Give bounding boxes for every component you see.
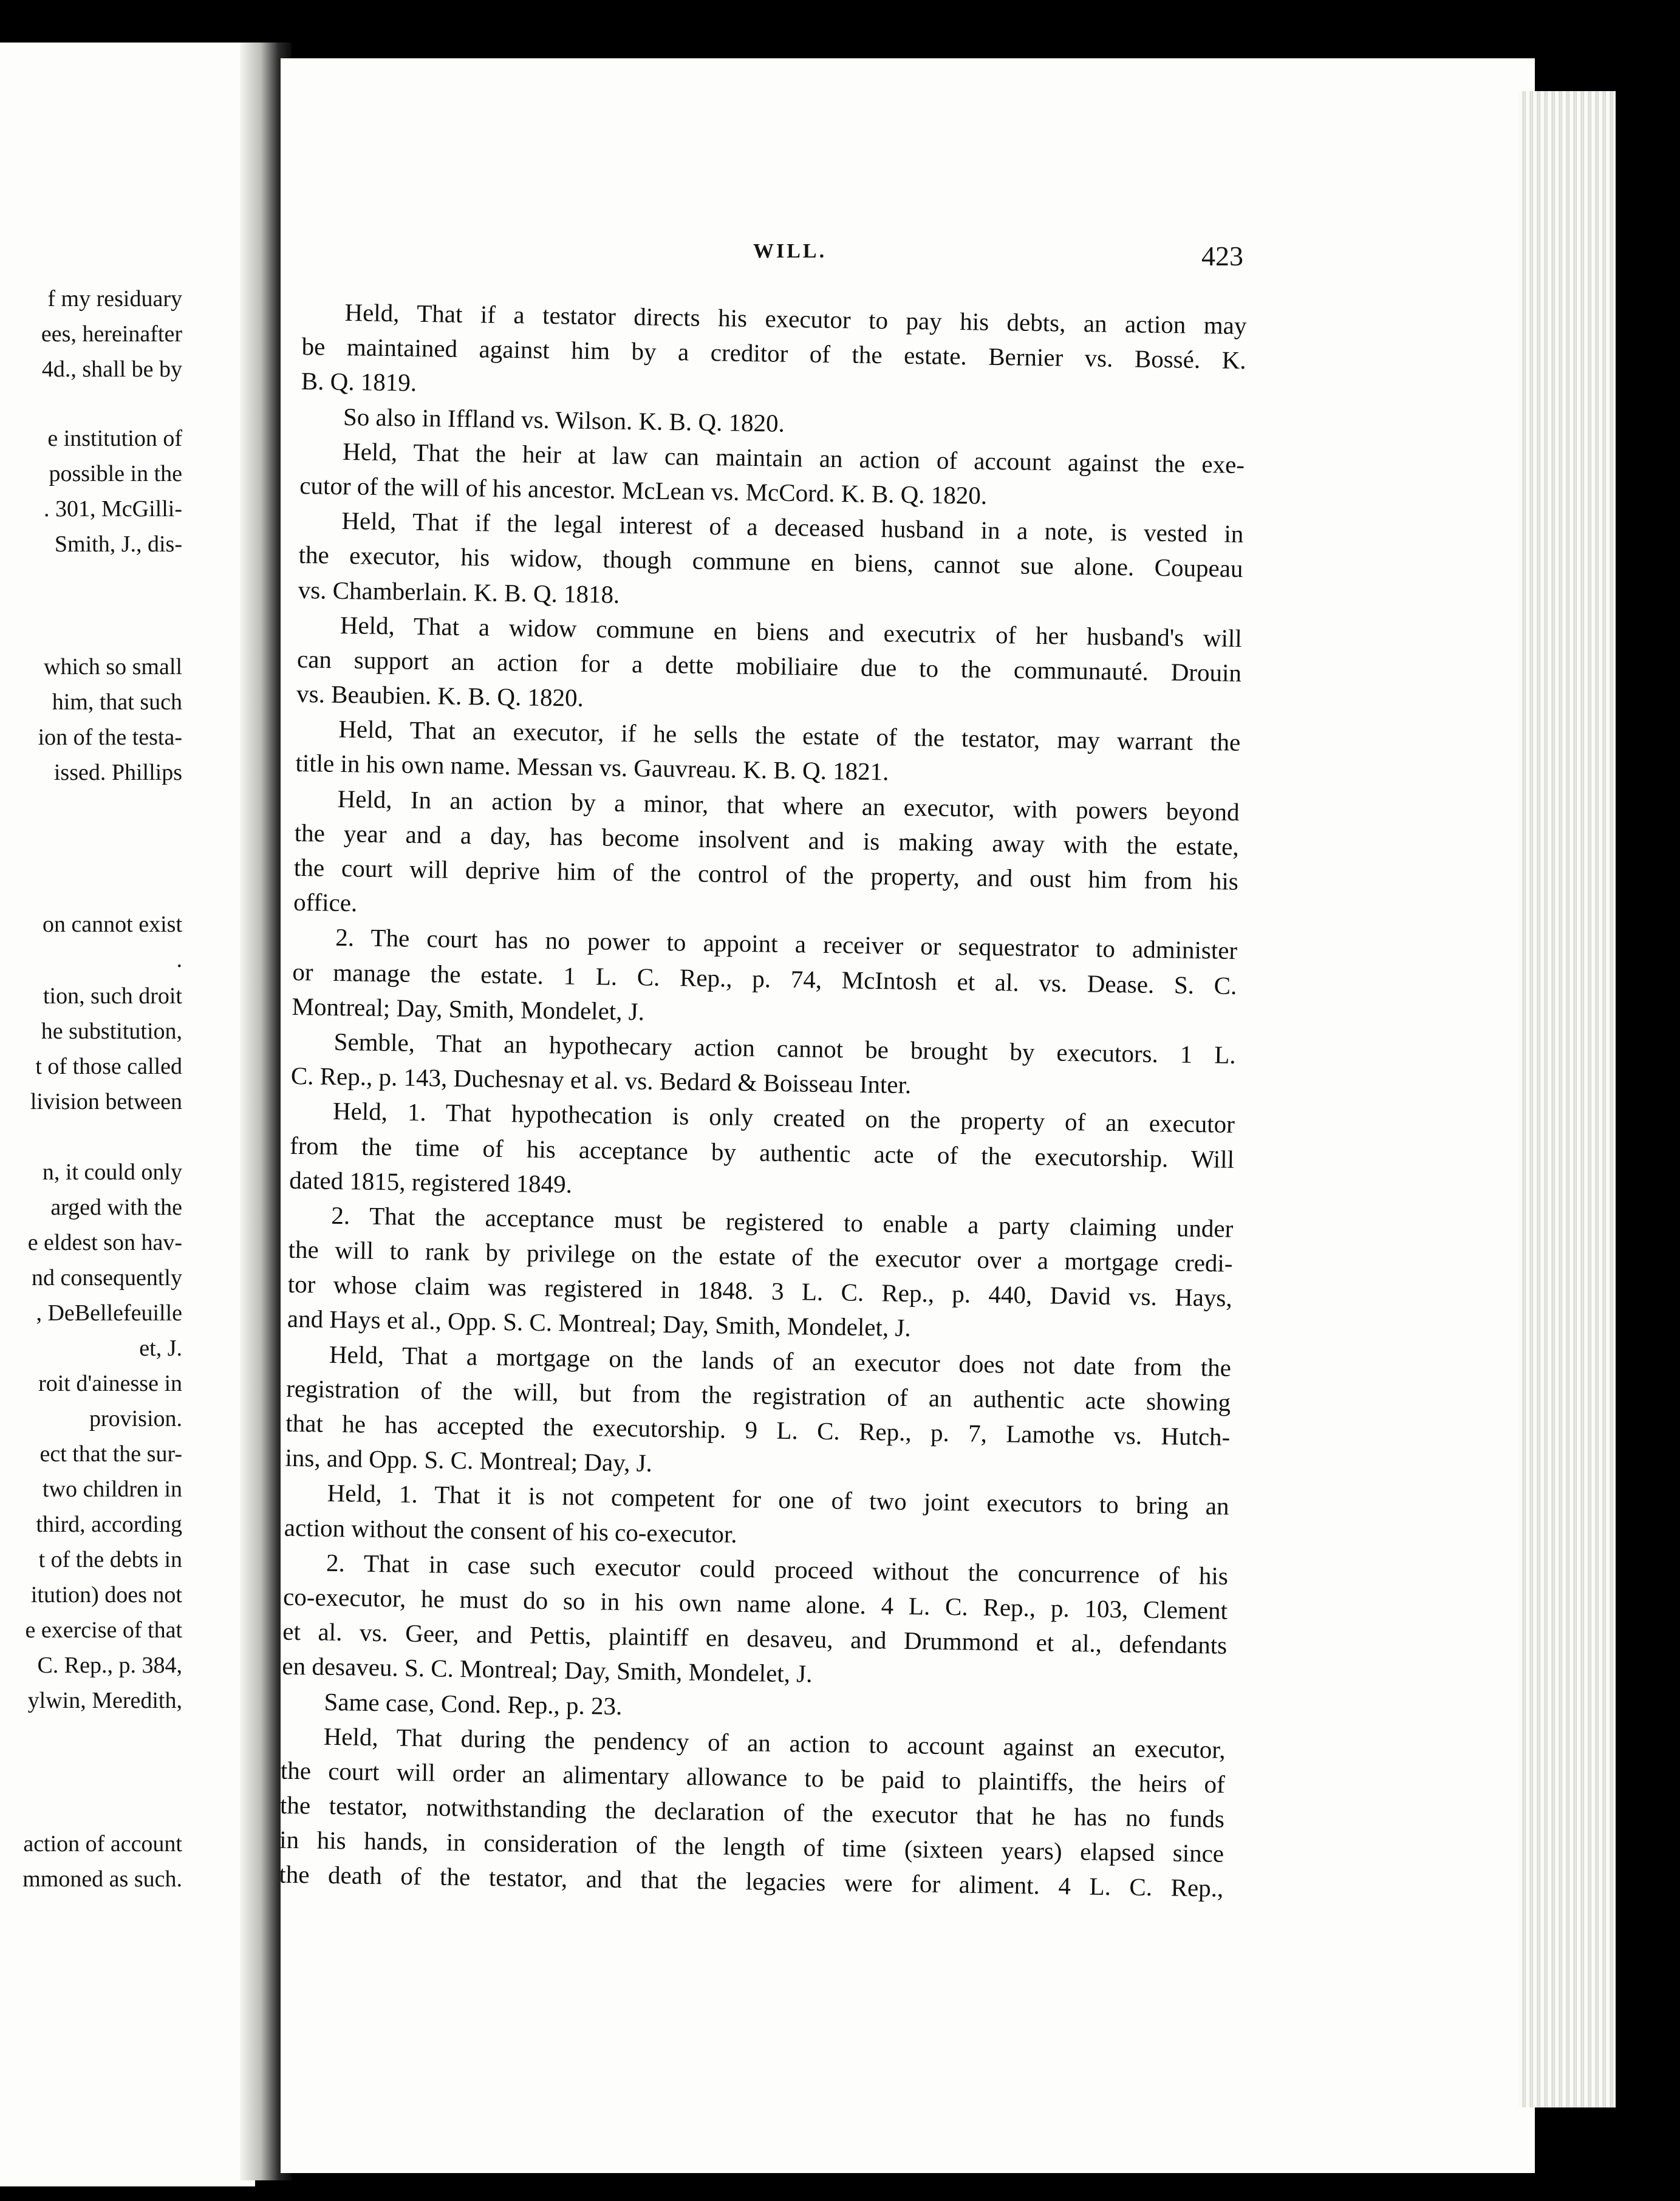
left-page-line: possible in the	[49, 461, 182, 486]
text-line: en desaveu. S. C. Montreal; Day, Smith, Mondelet, J.	[282, 1652, 813, 1688]
left-page-line: .	[176, 947, 182, 972]
text-line: the death of the testator, and that the legacies were for aliment. 4 L. C. Rep.,	[279, 1860, 1224, 1903]
text-line: Held, That during the pendency of an action to account against an executor,	[323, 1722, 1226, 1764]
left-page-line: ees, hereinafter	[41, 321, 182, 347]
text-line: the testator, notwithstanding the declaration of the executor that he has no funds	[279, 1790, 1225, 1833]
text-line: et al. vs. Geer, and Pettis, plaintiff en desaveu, and Drummond et al., defendants	[282, 1617, 1228, 1659]
left-page-line: third, according	[36, 1512, 182, 1537]
text-line: 2. That in case such executor could proceed without the concurrence of his	[326, 1548, 1229, 1590]
text-line: the court will deprive him of the control of the property, and oust him from his	[293, 853, 1239, 895]
left-page-line: e exercise of that	[25, 1617, 182, 1643]
text-line: the will to rank by privilege on the estate of the executor over a mortgage credi-	[288, 1235, 1233, 1277]
left-page-line: issed. Phillips	[53, 760, 182, 785]
left-page-line: C. Rep., p. 384,	[37, 1653, 182, 1678]
left-page-line: ect that the sur-	[39, 1441, 182, 1467]
text-line: Held, In an action by a minor, that where an executor, with powers beyond	[337, 784, 1240, 826]
left-page-line: him, that such	[52, 689, 182, 715]
text-line: the executor, his widow, though commune en biens, cannot sue alone. Coupeau	[298, 541, 1243, 583]
text-line: and Hays et al., Opp. S. C. Montreal; Day, Smith, Mondelet, J.	[287, 1305, 912, 1342]
text-line: from the time of his acceptance by authentic acte of the executorship. Will	[289, 1131, 1235, 1173]
text-line: action without the consent of his co-executor.	[284, 1513, 737, 1548]
left-page-line: mmoned as such.	[22, 1866, 182, 1892]
text-line: cutor of the will of his ancestor. McLean vs. McCord. K. B. Q. 1820.	[299, 471, 988, 510]
text-line: B. Q. 1819.	[301, 367, 417, 397]
page-edges	[1518, 91, 1616, 2107]
left-page-line: two children in	[42, 1476, 182, 1502]
left-page-line: which so small	[44, 654, 182, 680]
text-line: Held, That if the legal interest of a deceased husband in a note, is vested in	[341, 507, 1244, 548]
text-line: in his hands, in consideration of the length of time (sixteen years) elapsed since	[279, 1825, 1224, 1868]
text-line: registration of the will, but from the registration of an authentic acte showing	[285, 1374, 1231, 1416]
text-line: 2. The court has no power to appoint a receiver or sequestrator to administer	[335, 923, 1238, 965]
left-page-line: t of the debts in	[38, 1547, 182, 1572]
text-line: Same case, Cond. Rep., p. 23.	[324, 1687, 623, 1720]
text-line: Held, 1. That it is not competent for one of two joint executors to bring an	[327, 1479, 1229, 1521]
body-text	[279, 295, 1247, 1906]
text-line: vs. Beaubien. K. B. Q. 1820.	[296, 679, 584, 712]
text-line: tor whose claim was registered in 1848. 3 L. C. Rep., p. 440, David vs. Hays,	[287, 1270, 1233, 1312]
text-line: the year and a day, has become insolvent and is making away with the estate,	[294, 818, 1240, 861]
text-line: ins, and Opp. S. C. Montreal; Day, J.	[285, 1443, 653, 1477]
text-line: 2. That the acceptance must be registered to enable a party claiming under	[331, 1201, 1234, 1243]
text-line: Held, That the heir at law can maintain an action of account against the exe-	[342, 437, 1245, 479]
left-page-line: n, it could only	[42, 1159, 182, 1185]
text-line: that he has accepted the executorship. 9 L. C. Rep., p. 7, Lamothe vs. Hutch-	[285, 1408, 1231, 1451]
left-page-line: he substitution,	[41, 1019, 182, 1044]
left-page-line: tion, such droit	[43, 983, 182, 1009]
text-line: the court will order an alimentary allowance to be paid to plaintiffs, the heirs of	[280, 1756, 1226, 1798]
text-line: title in his own name. Messan vs. Gauvreau. K. B. Q. 1821.	[295, 749, 889, 786]
left-page-line: action of account	[23, 1831, 182, 1857]
left-page-line: et, J.	[139, 1336, 182, 1361]
text-line: vs. Chamberlain. K. B. Q. 1818.	[298, 575, 620, 609]
text-line: Held, That an executor, if he sells the estate of the testator, may warrant the	[338, 715, 1241, 757]
page-number: 423	[1201, 241, 1243, 271]
running-head: WILL.	[753, 240, 827, 262]
text-line: co-executor, he must do so in his own name alone. 4 L. C. Rep., p. 103, Clement	[282, 1582, 1228, 1625]
left-page-line: 4d., shall be by	[41, 357, 182, 382]
text-line: Held, That if a testator directs his executor to pay his debts, an action may	[344, 298, 1247, 340]
text-line: Held, That a mortgage on the lands of an executor does not date from the	[329, 1340, 1232, 1382]
text-line: be maintained against him by a creditor of the estate. Bernier vs. Bossé. K.	[301, 332, 1246, 375]
left-page-line: e institution of	[47, 426, 182, 451]
left-page-line: provision.	[89, 1406, 182, 1432]
text-line: C. Rep., p. 143, Duchesnay et al. vs. Bedard & Boisseau Inter.	[290, 1061, 912, 1099]
left-page-line: on cannot exist	[42, 912, 182, 937]
text-line: Semble, That an hypothecary action cannot be brought by executors. 1 L.	[333, 1027, 1236, 1069]
text-line: can support an action for a dette mobiliaire due to the communauté. Drouin	[296, 644, 1242, 687]
left-page-line: arged with the	[50, 1195, 182, 1220]
text-line: Held, That a widow commune en biens and executrix of her husband's will	[340, 610, 1243, 652]
left-page-line: livision between	[30, 1089, 182, 1114]
left-page-line: nd consequently	[31, 1265, 182, 1291]
left-page-line: . 301, McGilli-	[44, 496, 182, 522]
left-page-line: roit d'ainesse in	[38, 1371, 182, 1396]
text-line: office.	[293, 888, 358, 917]
left-page-line: Smith, J., dis-	[54, 531, 182, 557]
left-page-line: t of those called	[35, 1054, 182, 1079]
text-line: Montreal; Day, Smith, Mondelet, J.	[292, 992, 645, 1026]
left-page-line: , DeBellefeuille	[36, 1300, 182, 1326]
left-page-line: ion of the testa-	[38, 725, 182, 750]
text-line: Held, 1. That hypothecation is only created on the property of an executor	[332, 1097, 1235, 1139]
left-page-line: f my residuary	[47, 286, 182, 312]
text-line: So also in Iffland vs. Wilson. K. B. Q. 1820.	[343, 402, 785, 437]
text-line: or manage the estate. 1 L. C. Rep., p. 74, McIntosh et al. vs. Dease. S. C.	[292, 957, 1237, 1000]
left-page-line: ylwin, Meredith,	[27, 1688, 182, 1713]
left-page-line: e eldest son hav-	[27, 1230, 182, 1255]
text-line: dated 1815, registered 1849.	[289, 1165, 573, 1198]
left-page-line: itution) does not	[30, 1582, 182, 1608]
